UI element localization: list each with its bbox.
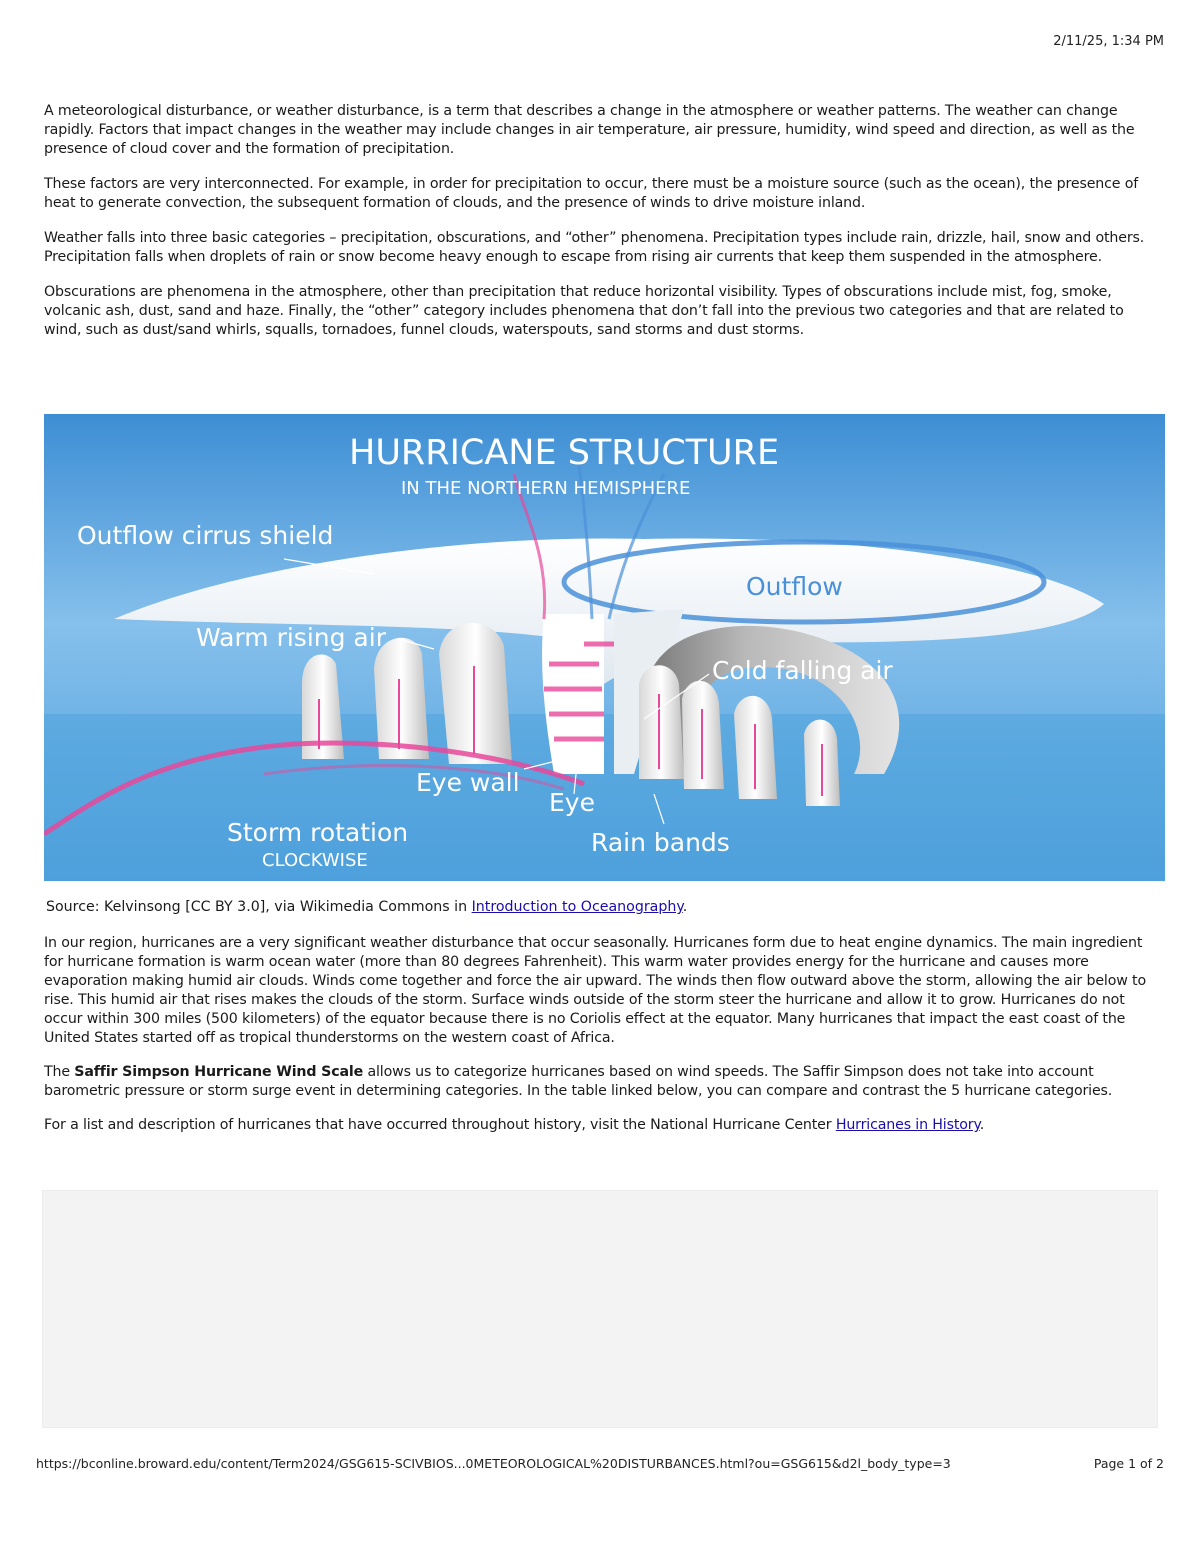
- intro-text: [44, 102, 1160, 356]
- caption-text: Source: Kelvinsong [CC BY 3.0], via Wikimedia Commons in: [46, 899, 472, 915]
- paragraph-categories: Weather falls into three basic categories – precipitation, obscurations, and “other” phenomena. Precipitation types include rain, drizzle, hail, snow and others. Precipitation falls when droplets of rain or snow become heavy enough to escape from rising air currents that keep them suspended in the atmosphere.: [44, 230, 1145, 265]
- paragraph-definition: A meteorological disturbance, or weather disturbance, is a term that describes a change in the atmosphere or weather patterns. The weather can change rapidly. Factors that impact changes in the weather may include changes in air temperature, air pressure, humidity, wind speed and direction, as well as the presence of cloud cover and the formation of precipitation.: [44, 103, 1135, 157]
- print-date: 2/11/25, 1:34 PM: [1053, 34, 1164, 49]
- label-storm-rotation: Storm rotation: [227, 818, 409, 847]
- footer-url: https://bconline.broward.edu/content/Term2024/GSG615-SCIVBIOS...0METEOROLOGICAL%20DISTURBANCES.html?ou=GSG615&d2l_body_type=3: [36, 1456, 951, 1471]
- embedded-content-placeholder: [42, 1190, 1158, 1428]
- paragraph-saffir-simpson: The Saffir Simpson Hurricane Wind Scale allows us to categorize hurricanes based on wind speeds. The Saffir Simpson does not take into account barometric pressure or storm surge event in determining categories. In the table linked below, you can compare and contrast the 5 hurricane categories.: [44, 1064, 1113, 1099]
- hurricane-structure-diagram: [44, 414, 1165, 881]
- saffir-simpson-term: Saffir Simpson Hurricane Wind Scale: [74, 1064, 364, 1080]
- label-warm-air: Warm rising air: [196, 623, 386, 652]
- page-number: Page 1 of 2: [1093, 1456, 1164, 1471]
- label-eye: Eye: [549, 788, 595, 817]
- label-cold-air: Cold falling air: [712, 656, 893, 685]
- label-eye-wall: Eye wall: [416, 768, 520, 797]
- label-outflow-cirrus: Outflow cirrus shield: [77, 521, 334, 550]
- hurricane-text: [44, 934, 1160, 1150]
- figure-caption: [46, 899, 687, 915]
- paragraph-hurricanes: In our region, hurricanes are a very significant weather disturbance that occur seasonally. Hurricanes form due to heat engine dynamics. The main ingredient for hurricane formation is warm ocean water (more than 80 degrees Fahrenheit). This warm water provides energy for the hurricane and causes more evaporation making humid air clouds. Winds come together and force the air upward. The winds then flow outward above the storm, allowing the air below to rise. This humid air that rises makes the clouds of the storm. Surface winds outside of the storm steer the hurricane and allow it to grow. Hurricanes do not occur within 300 miles (500 kilometers) of the equator because there is no Coriolis effect at the equator. Many hurricanes that impact the east coast of the United States started off as tropical thunderstorms on the western coast of Africa.: [44, 935, 1146, 1046]
- diagram-title: HURRICANE STRUCTURE: [349, 433, 780, 473]
- introduction-to-oceanography-link[interactable]: Introduction to Oceanography: [471, 899, 683, 915]
- diagram-subtitle: IN THE NORTHERN HEMISPHERE: [401, 478, 691, 499]
- caption-suffix: .: [682, 899, 688, 915]
- paragraph-obscurations: Obscurations are phenomena in the atmosphere, other than precipitation that reduce horizontal visibility. Types of obscurations include mist, fog, smoke, volcanic ash, dust, sand and haze. Finally, the “other” category includes phenomena that don’t fall into the previous two categories and that are related to wind, such as dust/sand whirls, squalls, tornadoes, funnel clouds, waterspouts, sand storms and dust storms.: [44, 284, 1124, 338]
- hurricanes-in-history-link[interactable]: Hurricanes in History: [835, 1117, 980, 1133]
- label-outflow: Outflow: [746, 572, 843, 601]
- label-clockwise: CLOCKWISE: [262, 850, 368, 871]
- eye-wall-left: [542, 614, 604, 774]
- paragraph-history: For a list and description of hurricanes that have occurred throughout history, visit the National Hurricane Center Hurricanes in History.: [44, 1117, 985, 1133]
- label-rain-bands: Rain bands: [591, 828, 730, 857]
- paragraph-factors: These factors are very interconnected. For example, in order for precipitation to occur, there must be a moisture source (such as the ocean), the presence of heat to generate convection, the subsequent formation of clouds, and the presence of winds to drive moisture inland.: [44, 176, 1139, 211]
